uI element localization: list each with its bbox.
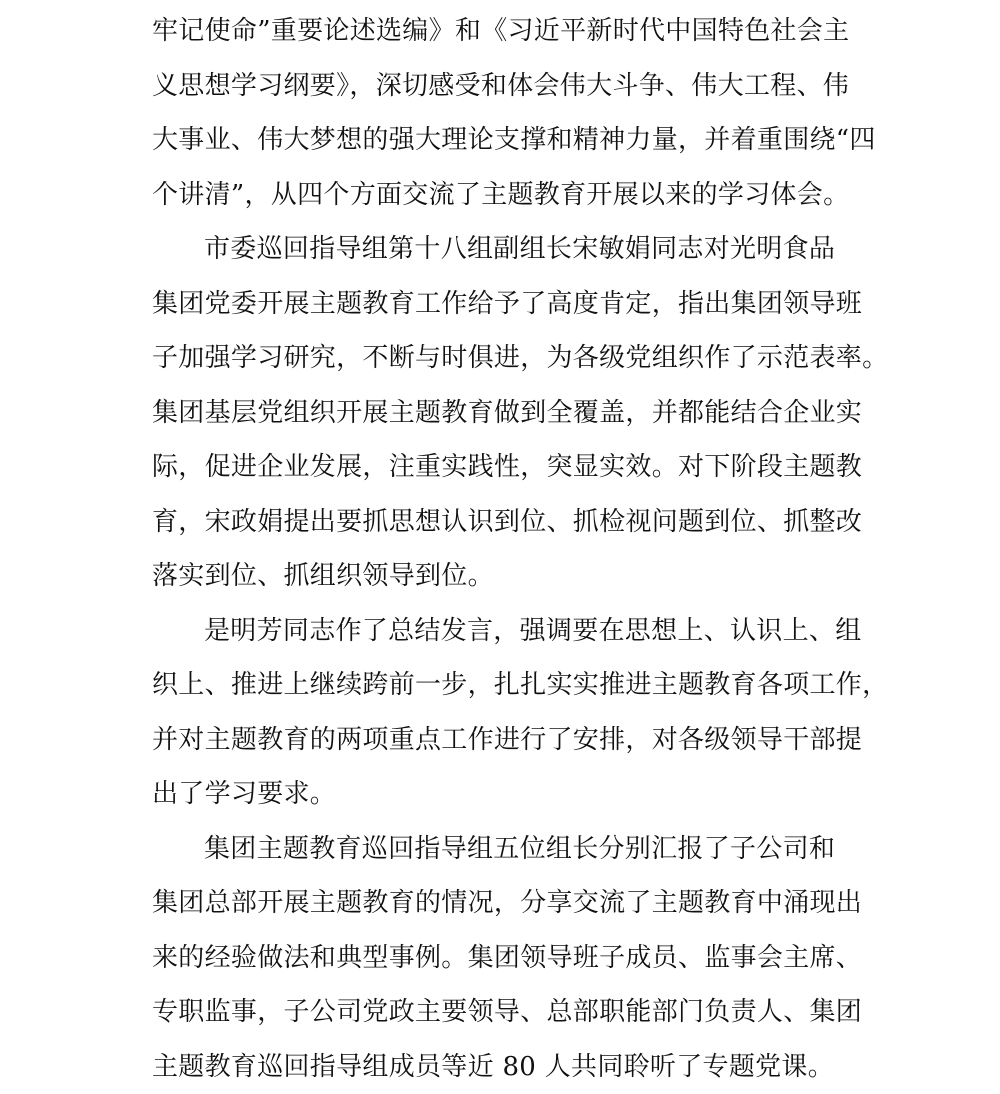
- text-line: 际，促进企业发展，注重实践性，突显实效。对下阶段主题教: [152, 440, 852, 495]
- paragraph-1: [152, 4, 852, 222]
- paragraph-4: [152, 822, 852, 1094]
- text-line: 个讲清”，从四个方面交流了主题教育开展以来的学习体会。: [152, 168, 852, 223]
- text-line: 集团主题教育巡回指导组五位组长分别汇报了子公司和: [152, 822, 852, 877]
- text-line: 子加强学习研究，不断与时俱进，为各级党组织作了示范表率。: [152, 331, 852, 386]
- text-line: 集团党委开展主题教育工作给予了高度肯定，指出集团领导班: [152, 277, 852, 332]
- text-line: 出了学习要求。: [152, 767, 852, 822]
- text-line: 育，宋政娟提出要抓思想认识到位、抓检视问题到位、抓整改: [152, 495, 852, 550]
- text-line: 集团总部开展主题教育的情况，分享交流了主题教育中涌现出: [152, 876, 852, 931]
- text-line: 织上、推进上继续跨前一步，扎扎实实推进主题教育各项工作，: [152, 658, 852, 713]
- text-line: 义思想学习纲要》，深切感受和体会伟大斗争、伟大工程、伟: [152, 59, 852, 114]
- text-line: 牢记使命”重要论述选编》和《习近平新时代中国特色社会主: [152, 4, 852, 59]
- text-line: 市委巡回指导组第十八组副组长宋敏娟同志对光明食品: [152, 222, 852, 277]
- document-page: [152, 4, 852, 1094]
- text-line: 主题教育巡回指导组成员等近 80 人共同聆听了专题党课。: [152, 1040, 852, 1094]
- text-line: 落实到位、抓组织领导到位。: [152, 549, 852, 604]
- text-line: 大事业、伟大梦想的强大理论支撑和精神力量，并着重围绕“四: [152, 113, 852, 168]
- paragraph-3: [152, 604, 852, 822]
- text-line: 专职监事，子公司党政主要领导、总部职能部门负责人、集团: [152, 985, 852, 1040]
- text-line: 集团基层党组织开展主题教育做到全覆盖，并都能结合企业实: [152, 386, 852, 441]
- paragraph-2: [152, 222, 852, 604]
- text-line: 是明芳同志作了总结发言，强调要在思想上、认识上、组: [152, 604, 852, 659]
- text-line: 来的经验做法和典型事例。集团领导班子成员、监事会主席、: [152, 931, 852, 986]
- text-line: 并对主题教育的两项重点工作进行了安排，对各级领导干部提: [152, 713, 852, 768]
